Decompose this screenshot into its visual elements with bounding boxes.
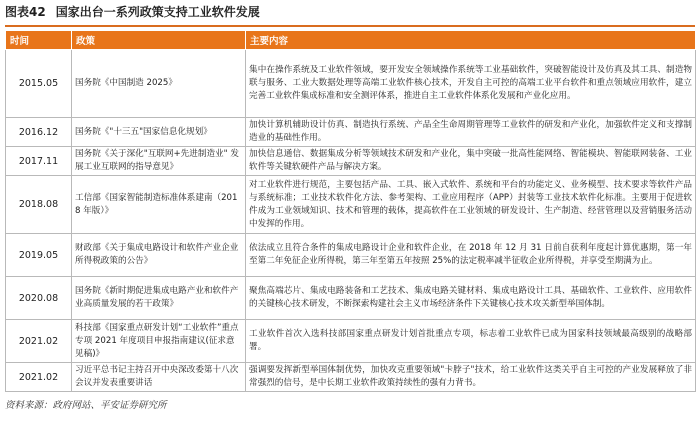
source-note: 资料来源：政府网站、平安证券研究所 — [5, 400, 167, 411]
cell-time: 2020.08 — [6, 277, 72, 320]
cell-content: 依法成立且符合条件的集成电路设计企业和软件企业，在 2018 年 12 月 31 日前自获利年度起计算优惠期，第一年至第二年免征企业所得税，第三年至第五年按照 25%的法定税率减半征收企业所得税，并享受至期满为止。 — [246, 234, 696, 277]
cell-content: 聚焦高端芯片、集成电路装备和工艺技术、集成电路关键材料、集成电路设计工具、基础软件、工业软件、应用软件的关键核心技术研发，不断探索构建社会主义市场经济条件下关键核心技术攻关新型举国体制。 — [246, 277, 696, 320]
cell-time: 2016.12 — [6, 118, 72, 147]
table-row — [6, 50, 696, 118]
table-row — [6, 234, 696, 277]
figure-number: 图表42 — [5, 5, 46, 19]
cell-policy: 国务院《中国制造 2025》 — [72, 50, 246, 118]
table-header-row — [6, 31, 696, 50]
table-row — [6, 176, 696, 234]
cell-time: 2021.02 — [6, 363, 72, 392]
cell-policy: 财政部《关于集成电路设计和软件产业企业所得税政策的公告》 — [72, 234, 246, 277]
cell-content: 对工业软件进行规范，主要包括产品、工具、嵌入式软件、系统和平台的功能定义、业务模型、技术要求等软件产品与系统标准；工业技术软件化方法、参考架构、工业应用程序（APP）封装等工业技术软件化标准。主要用于促进软件成为工业领域知识、技术和管理的载体，提高软件在工业领域的研发设计、生产制造、经营管理以及营销服务活动中发挥的作用。 — [246, 176, 696, 234]
cell-content: 工业软件首次入选科技部国家重点研发计划首批重点专项，标志着工业软件已成为国家科技领域最高级别的战略部署。 — [246, 320, 696, 363]
cell-time: 2021.02 — [6, 320, 72, 363]
table-row — [6, 118, 696, 147]
cell-time: 2015.05 — [6, 50, 72, 118]
cell-content: 加快信息通信、数据集成分析等领域技术研发和产业化，集中突破一批高性能网络、智能模块、智能联网装备、工业软件等关键软硬件产品与解决方案。 — [246, 147, 696, 176]
header-time: 时间 — [6, 31, 72, 50]
cell-time: 2018.08 — [6, 176, 72, 234]
table-row — [6, 277, 696, 320]
table-row — [6, 320, 696, 363]
cell-policy: 工信部《国家智能制造标准体系建南（2018 年版）》 — [72, 176, 246, 234]
table-row — [6, 147, 696, 176]
cell-policy: 国务院《关于深化"互联网+先进制造业" 发展工业互联网的指导意见》 — [72, 147, 246, 176]
header-policy: 政策 — [72, 31, 246, 50]
figure-title — [5, 3, 260, 23]
cell-policy: 国务院《"十三五"国家信息化规划》 — [72, 118, 246, 147]
policy-table — [5, 30, 696, 392]
cell-time: 2019.05 — [6, 234, 72, 277]
table-row — [6, 363, 696, 392]
cell-policy: 科技部《国家重点研发计划“工业软件”重点专项 2021 年度项目申报指南建议(征求意见稿)》 — [72, 320, 246, 363]
cell-content: 集中在操作系统及工业软件领域，要开发安全领域操作系统等工业基础软件，突破智能设计及仿真及其工具、制造物联与服务、工业大数据处理等高端工业软件核心技术，开发自主可控的高端工业平台软件和重点领域应用软件，建立完善工业软件集成标准和安全测评体系，推进自主工业软件体系化发展和产业化应用。 — [246, 50, 696, 118]
title-divider — [5, 25, 695, 27]
figure-caption: 国家出台一系列政策支持工业软件发展 — [55, 5, 260, 19]
header-content: 主要内容 — [246, 31, 696, 50]
cell-time: 2017.11 — [6, 147, 72, 176]
cell-policy: 习近平总书记主持召开中央深改委第十八次会议并发表重要讲话 — [72, 363, 246, 392]
cell-policy: 国务院《新时期促进集成电路产业和软件产业高质量发展的若干政策》 — [72, 277, 246, 320]
cell-content: 强调要发挥新型举国体制优势，加快攻克重要领域"卡脖子"技术，给工业软件这类关乎自主可控的产业发展释放了非常强烈的信号，是中长期工业软件政策持续性的强有力背书。 — [246, 363, 696, 392]
cell-content: 加快计算机辅助设计仿真、制造执行系统、产品全生命周期管理等工业软件的研发和产业化，加强软件定义和支撑制造业的基础性作用。 — [246, 118, 696, 147]
